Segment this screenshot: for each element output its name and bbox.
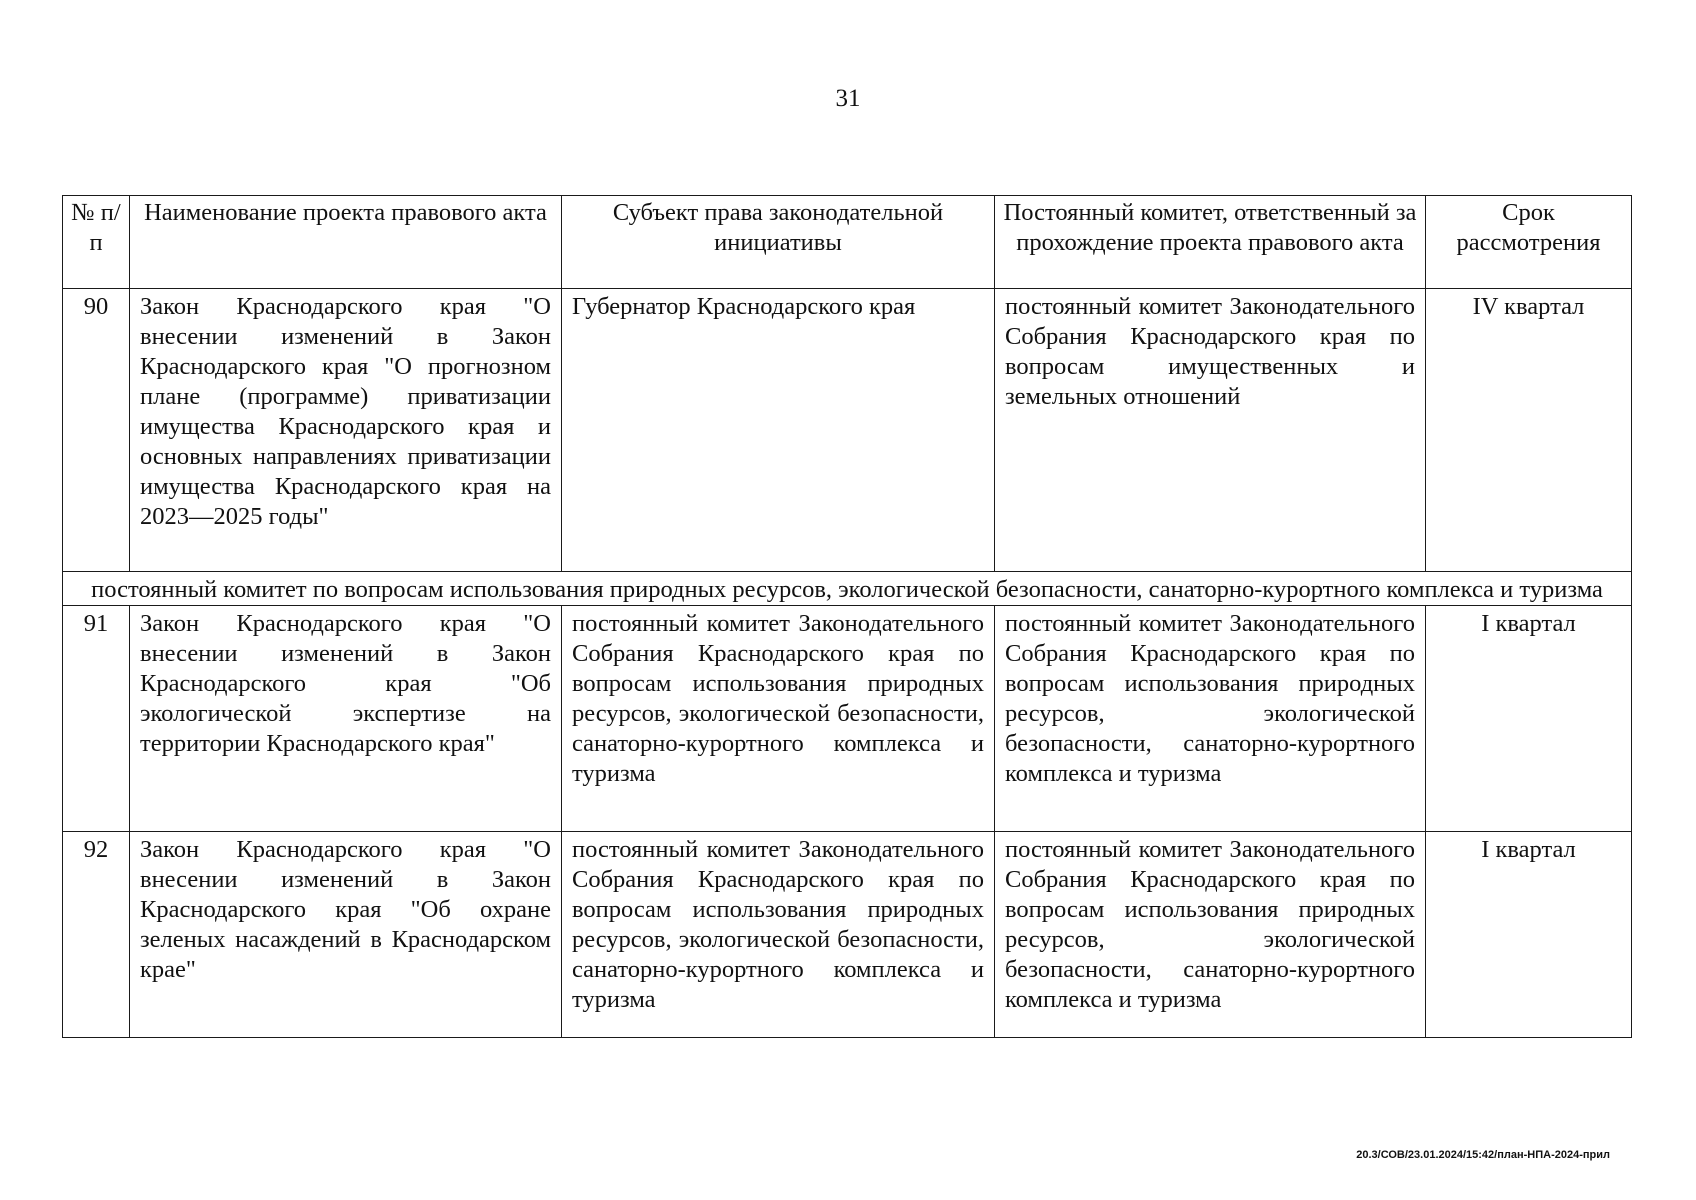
document-footer-code: 20.3/СОВ/23.01.2024/15:42/план-НПА-2024-прил: [1356, 1149, 1610, 1161]
table-header-row: [63, 196, 1632, 289]
row-act-title: Закон Краснодарского края "О внесении изменений в Закон Краснодарского края "Об экологической экспертизе на территории Краснодарского края": [130, 606, 562, 832]
row-term: I квартал: [1426, 832, 1632, 1038]
row-term: IV квартал: [1426, 289, 1632, 572]
table-row: [63, 289, 1632, 572]
table-row: [63, 606, 1632, 832]
header-act-title: Наименование проекта правового акта: [130, 196, 562, 289]
section-title: постоянный комитет по вопросам использования природных ресурсов, экологической безопасности, санаторно-курортного комплекса и туризма: [63, 572, 1632, 606]
header-term: Срок рассмотрения: [1426, 196, 1632, 289]
row-initiative-subject: постоянный комитет Законодательного Собрания Краснодарского края по вопросам использования природных ресурсов, экологической безопасности, санаторно-курортного комплекса и туризма: [562, 606, 995, 832]
legislative-plan-table: [62, 195, 1632, 1038]
header-committee: Постоянный комитет, ответственный за прохождение проекта правового акта: [995, 196, 1426, 289]
row-initiative-subject: Губернатор Краснодарского края: [562, 289, 995, 572]
row-number: 92: [63, 832, 130, 1038]
row-initiative-subject: постоянный комитет Законодательного Собрания Краснодарского края по вопросам использования природных ресурсов, экологической безопасности, санаторно-курортного комплекса и туризма: [562, 832, 995, 1038]
row-committee: постоянный комитет Законодательного Собрания Краснодарского края по вопросам использования природных ресурсов, экологической безопасности, санаторно-курортного комплекса и туризма: [995, 606, 1426, 832]
row-committee: постоянный комитет Законодательного Собрания Краснодарского края по вопросам имущественных и земельных отношений: [995, 289, 1426, 572]
section-header-row: [63, 572, 1632, 606]
header-number: № п/п: [63, 196, 130, 289]
row-number: 90: [63, 289, 130, 572]
header-initiative-subject: Субъект права законодательной инициативы: [562, 196, 995, 289]
page-number: 31: [835, 85, 861, 112]
row-act-title: Закон Краснодарского края "О внесении изменений в Закон Краснодарского края "О прогнозном плане (программе) приватизации имущества Краснодарского края и основных направлениях приватизации имущества Краснодарского края на 2023—2025 годы": [130, 289, 562, 572]
row-term: I квартал: [1426, 606, 1632, 832]
row-act-title: Закон Краснодарского края "О внесении изменений в Закон Краснодарского края "Об охране зеленых насаждений в Краснодарском крае": [130, 832, 562, 1038]
row-committee: постоянный комитет Законодательного Собрания Краснодарского края по вопросам использования природных ресурсов, экологической безопасности, санаторно-курортного комплекса и туризма: [995, 832, 1426, 1038]
row-number: 91: [63, 606, 130, 832]
table-row: [63, 832, 1632, 1038]
